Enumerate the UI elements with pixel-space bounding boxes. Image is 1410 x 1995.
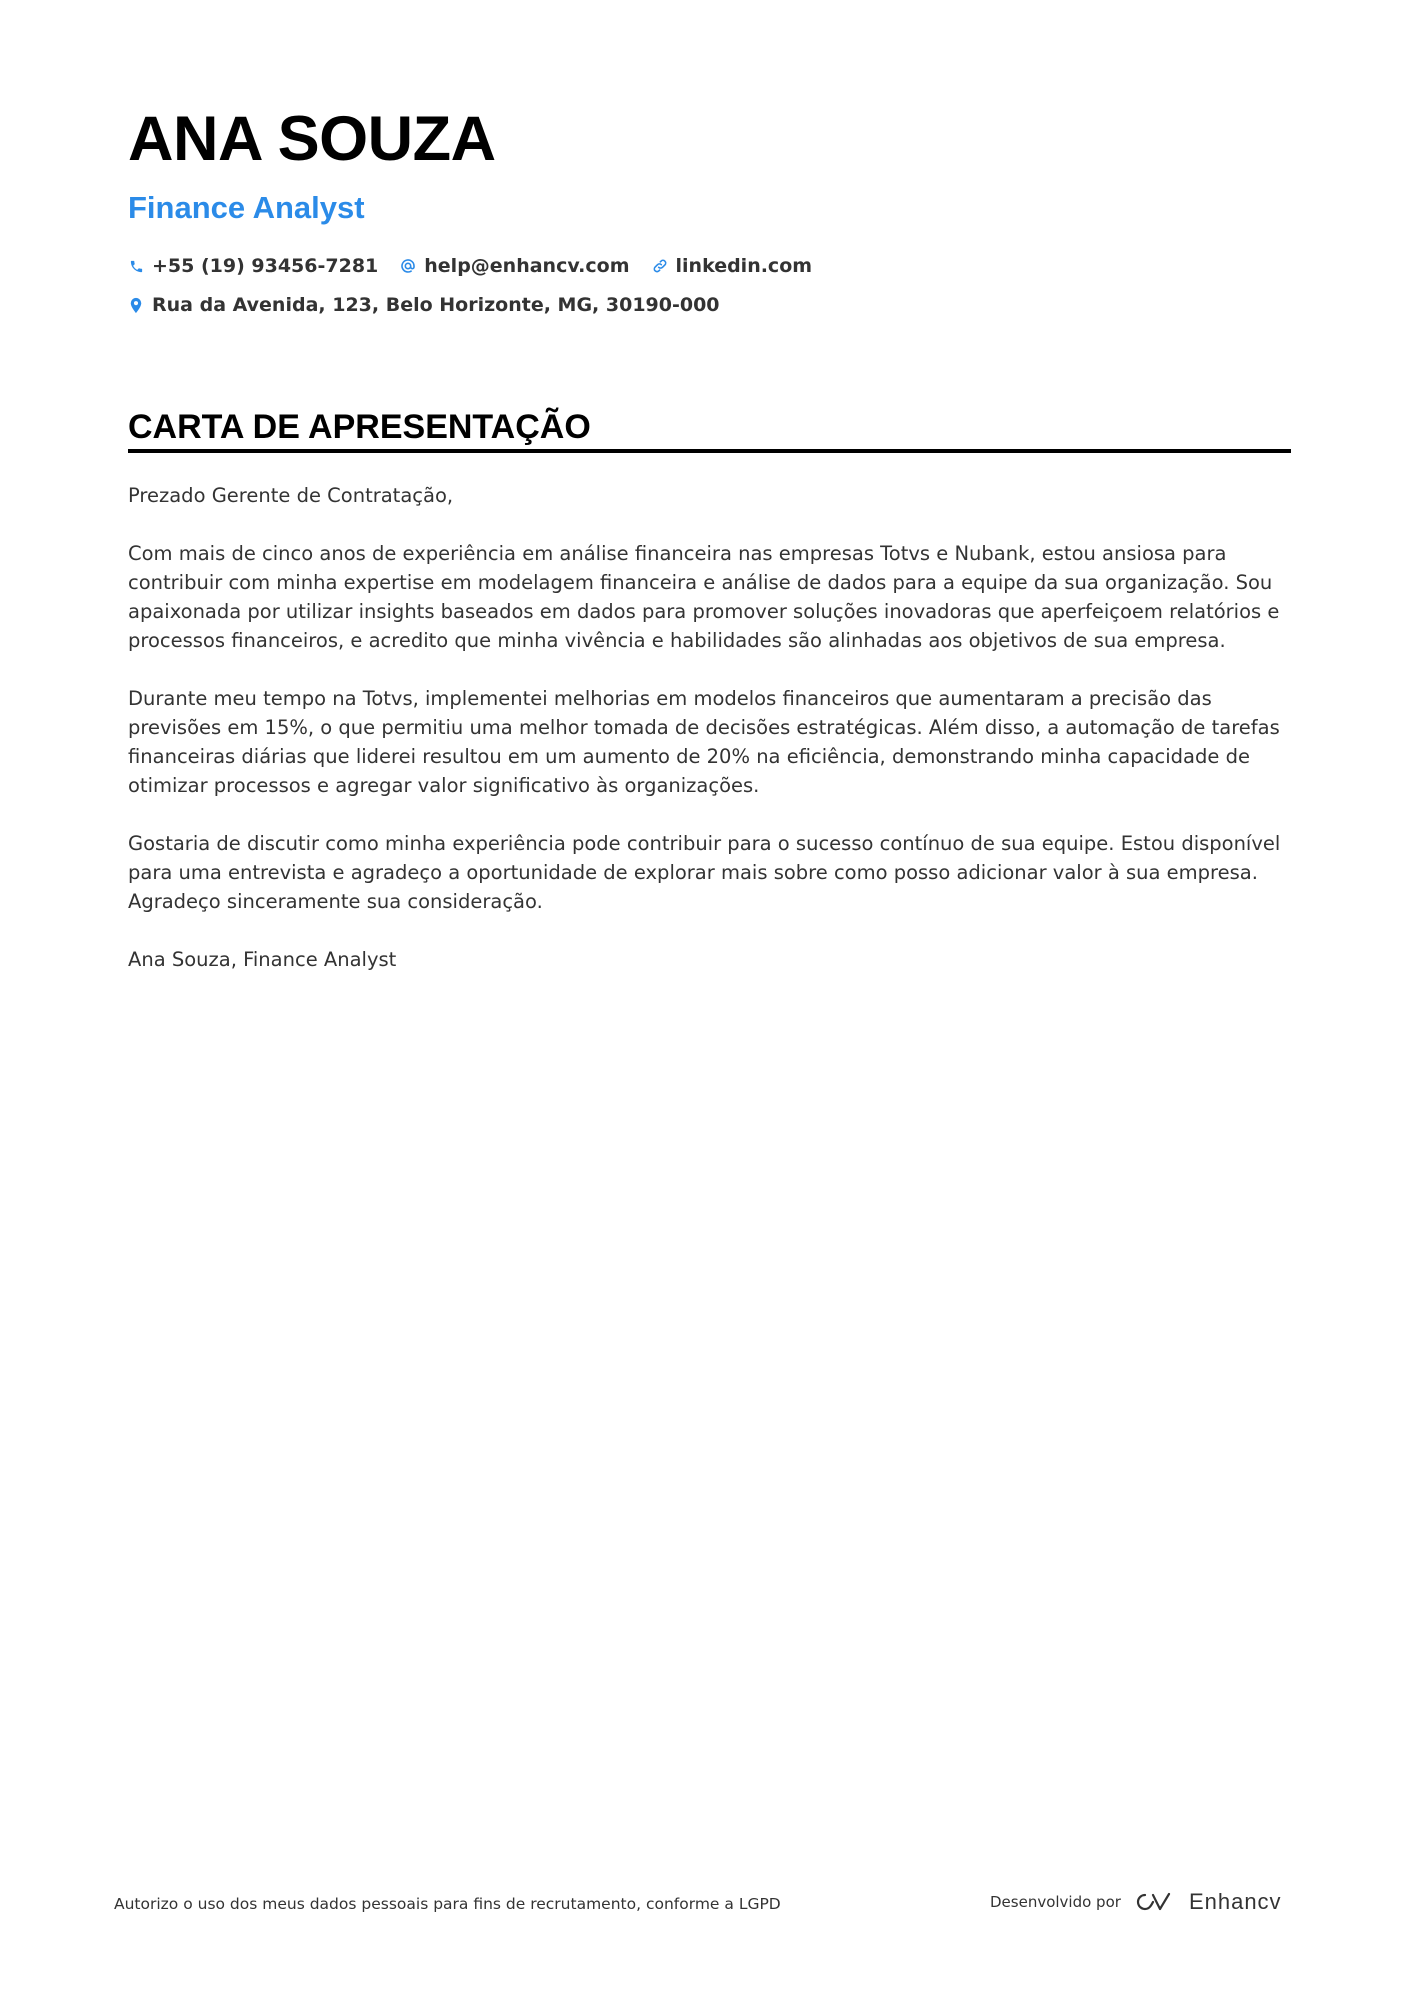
phone-icon <box>128 257 144 275</box>
at-icon <box>400 257 416 275</box>
email-text[interactable]: help@enhancv.com <box>424 255 630 277</box>
brand-name: Enhancv <box>1188 1889 1282 1914</box>
address-text: Rua da Avenida, 123, Belo Horizonte, MG, 30190-000 <box>152 294 720 316</box>
letter-signature: Ana Souza, Finance Analyst <box>128 948 397 971</box>
section-divider <box>128 449 1291 453</box>
phone-text[interactable]: +55 (19) 93456-7281 <box>152 255 379 277</box>
powered-by-label: Desenvolvido por <box>990 1893 1121 1911</box>
letter-greeting: Prezado Gerente de Contratação, <box>128 484 454 507</box>
contact-row-primary <box>128 255 834 277</box>
link-icon <box>652 257 668 275</box>
letter-paragraph-2: Durante meu tempo na Totvs, implementei melhorias em modelos financeiros que aumentaram a precisão das previsões em 15%, o que permitiu uma melhor tomada de decisões estratégicas. Além disso, a automação de tarefas financeiras diárias que liderei resultou em um aumento de 20% na eficiência, demonstrando minha capacidade de otimizar processos e agregar valor significativo às organizações. <box>128 687 1280 797</box>
contact-email <box>400 255 629 277</box>
letter-paragraph-3: Gostaria de discutir como minha experiência pode contribuir para o sucesso contínuo de sua equipe. Estou disponível para uma entrevista e agradeço a oportunidade de explorar mais sobre como posso adicionar valor à sua empresa. Agradeço sinceramente sua consideração. <box>128 832 1281 913</box>
candidate-name: ANA SOUZA <box>128 104 496 174</box>
contact-website <box>652 255 813 277</box>
section-title: CARTA DE APRESENTAÇÃO <box>128 408 591 446</box>
location-pin-icon <box>128 296 144 314</box>
enhancv-logo-icon <box>1133 1890 1177 1914</box>
letter-paragraph-1: Com mais de cinco anos de experiência em análise financeira nas empresas Totvs e Nubank, estou ansiosa para contribuir com minha expertise em modelagem financeira e análise de dados para a equipe da sua organização. Sou apaixonada por utilizar insights baseados em dados para promover soluções inovadoras que aperfeiçoem relatórios e processos financeiros, e acredito que minha vivência e habilidades são alinhadas aos objetivos de sua empresa. <box>128 542 1280 652</box>
letter-body <box>128 481 1288 1003</box>
candidate-job-title: Finance Analyst <box>128 190 365 225</box>
contact-address <box>128 294 720 316</box>
footer-consent-note: Autorizo o uso dos meus dados pessoais para fins de recrutamento, conforme a LGPD <box>114 1895 781 1913</box>
website-text[interactable]: linkedin.com <box>675 255 813 277</box>
contact-row-address <box>128 294 742 316</box>
contact-phone <box>128 255 378 277</box>
footer-brand[interactable] <box>990 1889 1282 1915</box>
